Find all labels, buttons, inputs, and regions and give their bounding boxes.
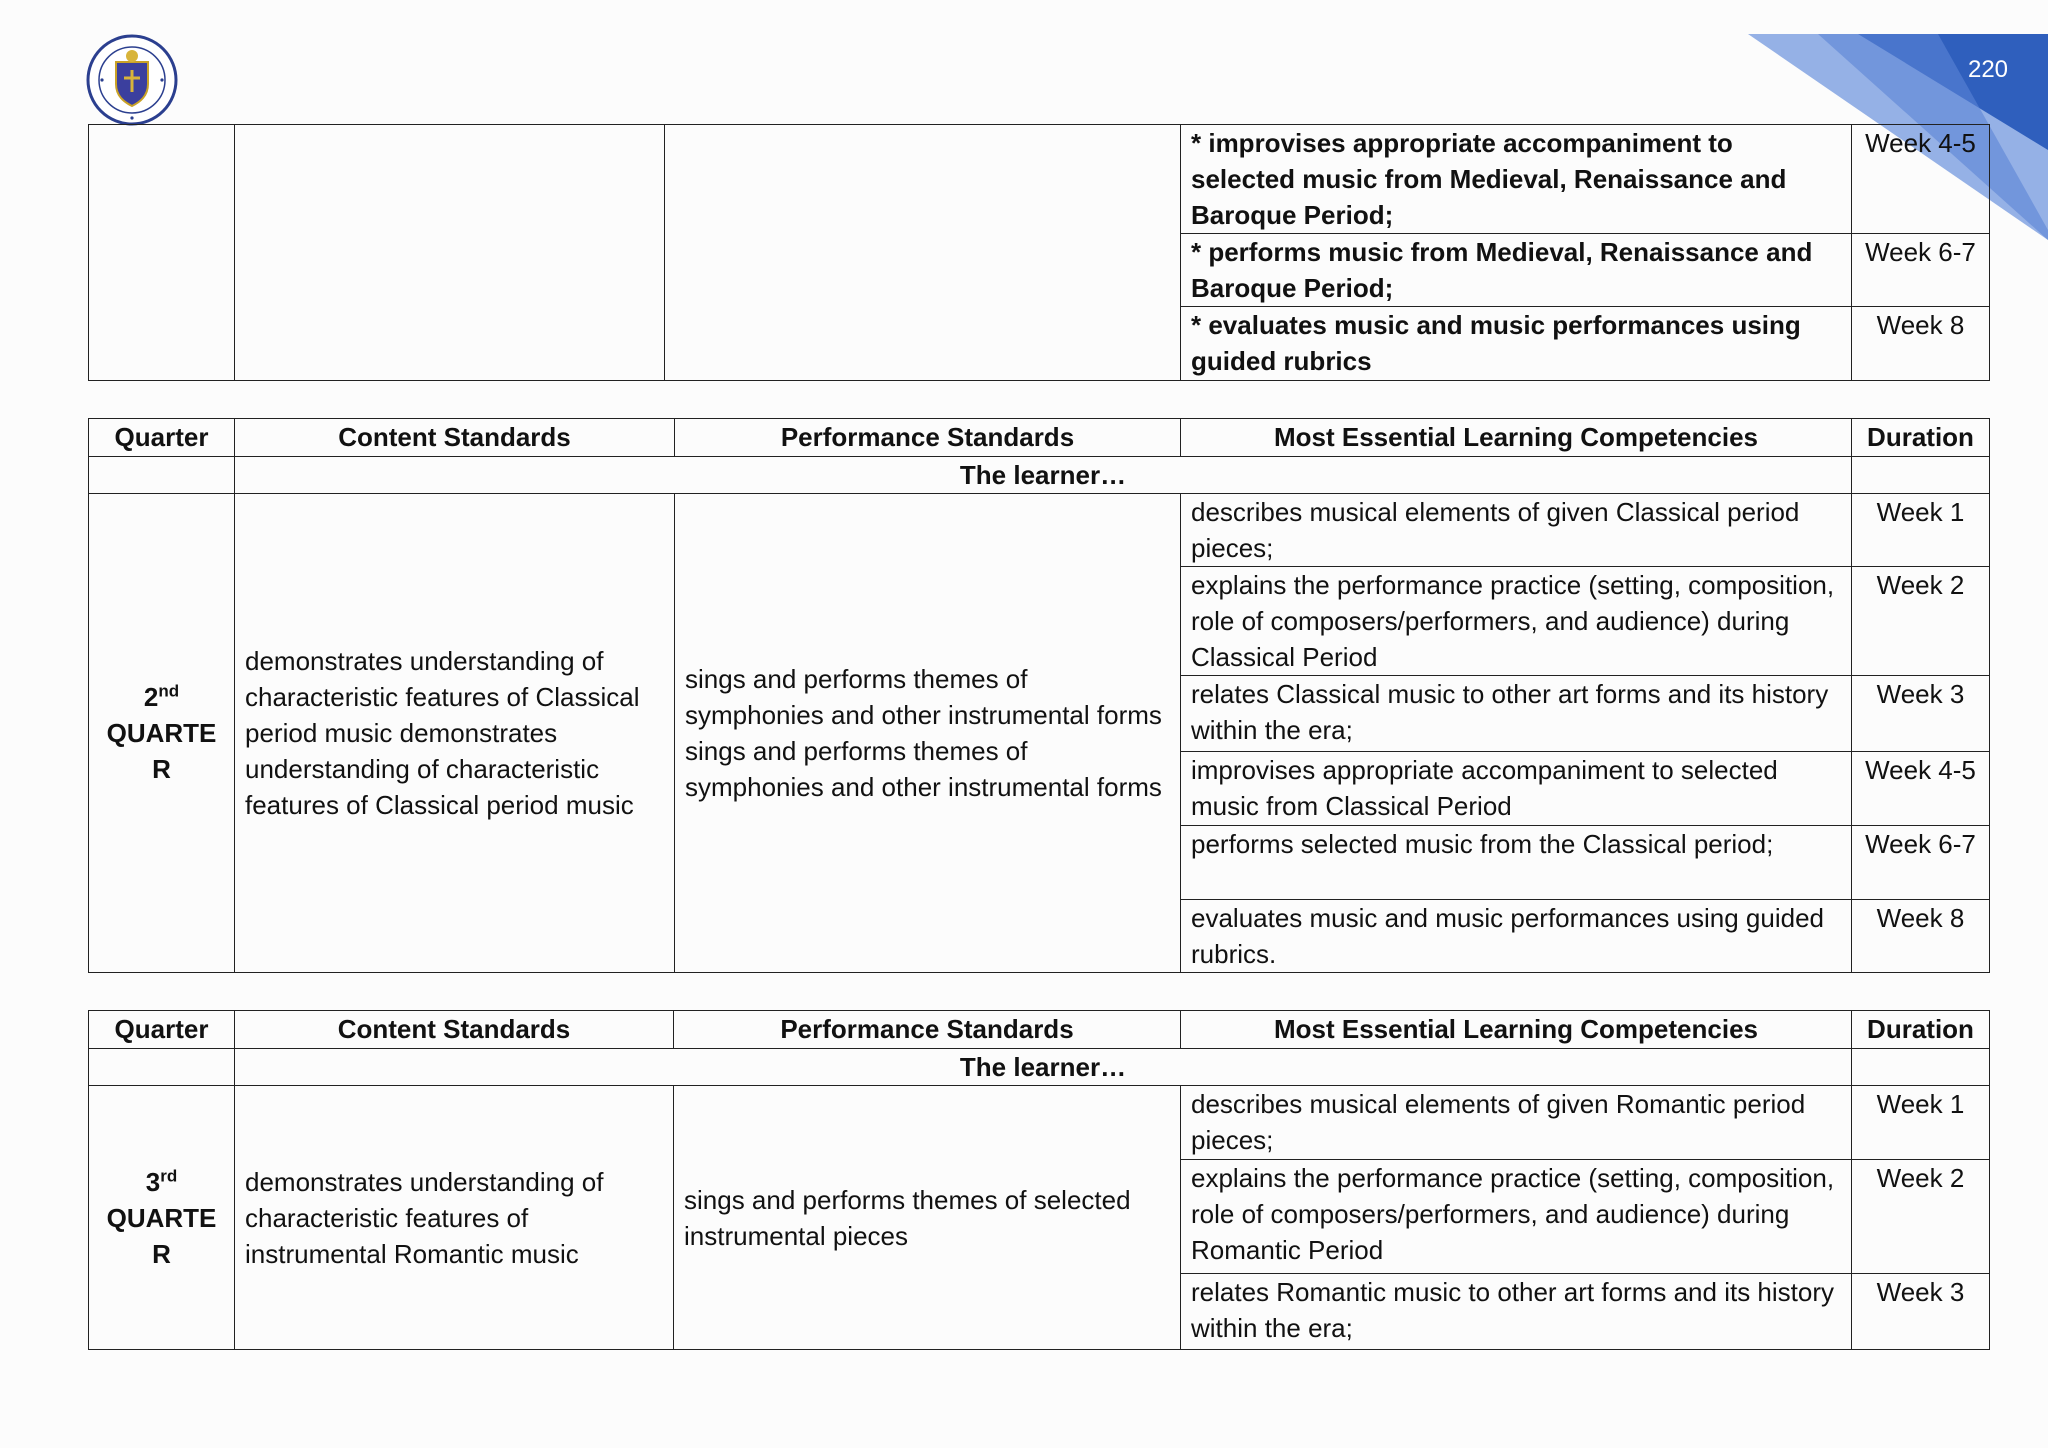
header-row xyxy=(89,1011,1990,1049)
duration-cell: Week 3 xyxy=(1852,1274,1990,1350)
competency-cell: explains the performance practice (setting, composition, role of composers/performers, and audience) during Classical Period xyxy=(1181,567,1852,676)
competency-cell: evaluates music and music performances using guided rubrics. xyxy=(1181,900,1852,973)
quarter-3-table xyxy=(88,1010,1990,1350)
quarter-label xyxy=(89,494,235,973)
quarter-2-table xyxy=(88,418,1990,973)
competency-cell: describes musical elements of given Classical period pieces; xyxy=(1181,494,1852,567)
content-standards-cell: demonstrates understanding of characteristic features of Classical period music demonstrates understanding of characteristic features of Classical period music xyxy=(235,494,675,973)
duration-cell: Week 4-5 xyxy=(1852,125,1990,234)
duration-cell: Week 8 xyxy=(1852,307,1990,381)
duration-cell: Week 2 xyxy=(1852,1160,1990,1274)
header-content-standards: Content Standards xyxy=(235,419,675,457)
header-duration: Duration xyxy=(1852,419,1990,457)
empty-cell xyxy=(1852,1049,1990,1086)
empty-cell xyxy=(89,457,235,494)
page-number: 220 xyxy=(1967,56,2009,83)
competency-cell: * performs music from Medieval, Renaissance and Baroque Period; xyxy=(1181,234,1852,307)
quarter-suffix: nd xyxy=(158,681,180,701)
competency-cell: relates Classical music to other art forms and its history within the era; xyxy=(1181,676,1852,752)
header-performance-standards: Performance Standards xyxy=(674,1011,1181,1049)
quarter-word: QUARTER xyxy=(106,718,217,784)
duration-cell: Week 6-7 xyxy=(1852,234,1990,307)
performance-standards-cell: sings and performs themes of selected instrumental pieces xyxy=(674,1086,1181,1350)
duration-cell: Week 3 xyxy=(1852,676,1990,752)
learner-row xyxy=(89,1049,1990,1086)
header-duration: Duration xyxy=(1852,1011,1990,1049)
header-competencies: Most Essential Learning Competencies xyxy=(1181,1011,1852,1049)
header-row xyxy=(89,419,1990,457)
continuation-table xyxy=(88,124,1990,381)
empty-quarter-cell xyxy=(89,125,235,381)
deped-seal-logo xyxy=(86,34,178,126)
quarter-word: QUARTER xyxy=(106,1202,217,1269)
empty-cell xyxy=(1852,457,1990,494)
table-row xyxy=(89,1086,1990,1160)
learner-label: The learner… xyxy=(235,1049,1852,1086)
competency-cell: describes musical elements of given Romantic period pieces; xyxy=(1181,1086,1852,1160)
duration-cell: Week 1 xyxy=(1852,494,1990,567)
duration-cell: Week 6-7 xyxy=(1852,826,1990,900)
quarter-suffix: rd xyxy=(160,1165,178,1185)
table-row xyxy=(89,494,1990,567)
table-row xyxy=(89,125,1990,234)
header-quarter: Quarter xyxy=(89,1011,235,1049)
learner-row xyxy=(89,457,1990,494)
performance-standards-cell: sings and performs themes of symphonies and other instrumental forms sings and performs themes of symphonies and other instrumental forms xyxy=(675,494,1181,973)
learner-label: The learner… xyxy=(235,457,1852,494)
duration-cell: Week 4-5 xyxy=(1852,752,1990,826)
duration-cell: Week 1 xyxy=(1852,1086,1990,1160)
header-performance-standards: Performance Standards xyxy=(675,419,1181,457)
empty-performance-cell xyxy=(665,125,1181,381)
quarter-number: 2 xyxy=(143,682,159,712)
header-quarter: Quarter xyxy=(89,419,235,457)
competency-cell: explains the performance practice (setting, composition, role of composers/performers, and audience) during Romantic Period xyxy=(1181,1160,1852,1274)
competency-cell: performs selected music from the Classical period; xyxy=(1181,826,1852,900)
competency-cell: improvises appropriate accompaniment to selected music from Classical Period xyxy=(1181,752,1852,826)
competency-cell: * evaluates music and music performances using guided rubrics xyxy=(1181,307,1852,381)
duration-cell: Week 2 xyxy=(1852,567,1990,676)
duration-cell: Week 8 xyxy=(1852,900,1990,973)
header-competencies: Most Essential Learning Competencies xyxy=(1181,419,1852,457)
empty-cell xyxy=(89,1049,235,1086)
empty-content-cell xyxy=(235,125,665,381)
competency-cell: * improvises appropriate accompaniment to selected music from Medieval, Renaissance and Baroque Period; xyxy=(1181,125,1852,234)
content-standards-cell: demonstrates understanding of characteristic features of instrumental Romantic music xyxy=(235,1086,674,1350)
header-content-standards: Content Standards xyxy=(235,1011,674,1049)
quarter-label xyxy=(89,1086,235,1350)
quarter-number: 3 xyxy=(145,1166,161,1197)
competency-cell: relates Romantic music to other art forms and its history within the era; xyxy=(1181,1274,1852,1350)
